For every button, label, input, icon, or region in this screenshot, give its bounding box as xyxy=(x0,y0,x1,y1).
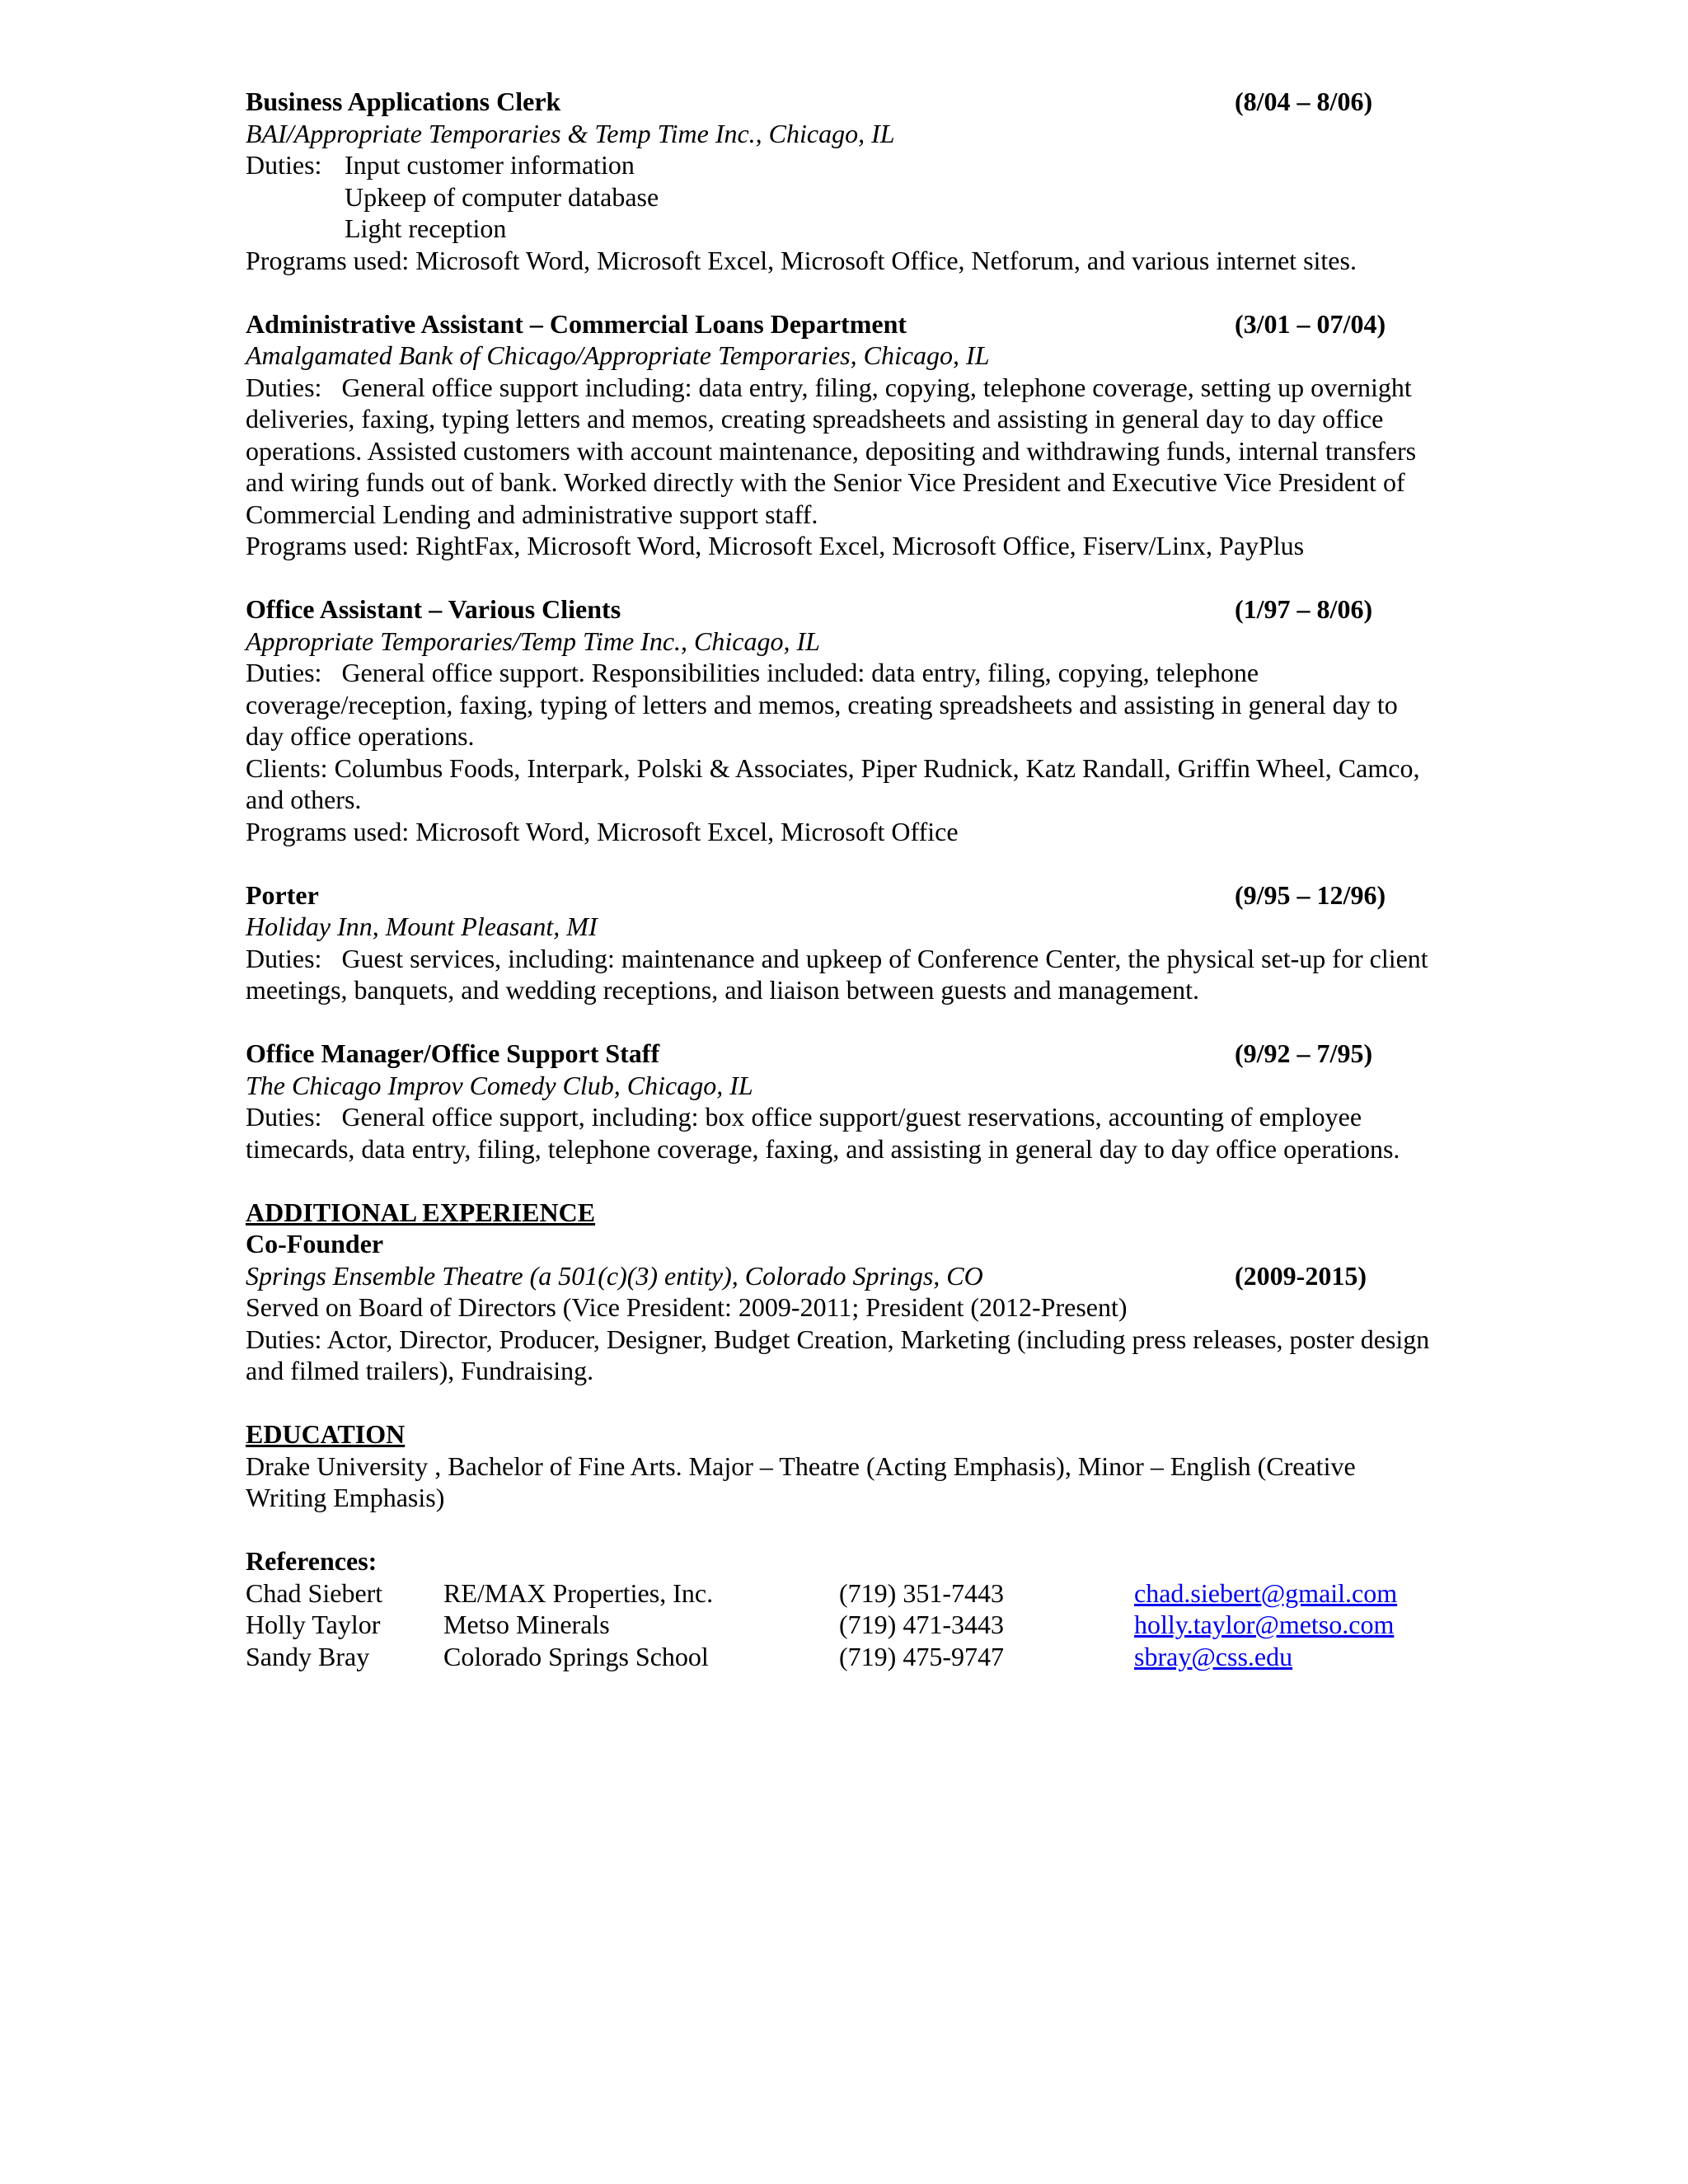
spacer xyxy=(246,1387,1441,1419)
reference-phone: (719) 471-3443 xyxy=(839,1610,1004,1639)
reference-company: RE/MAX Properties, Inc. xyxy=(443,1577,714,1608)
spacer xyxy=(246,562,1441,594)
job-clients: Clients: Columbus Foods, Interpark, Polski & Associates, Piper Rudnick, Katz Randall, Griffin Wheel, Camco, and others. xyxy=(246,752,1420,814)
reference-email-link[interactable]: sbray@css.edu xyxy=(1134,1641,1293,1671)
duties-line xyxy=(246,149,1441,181)
reference-phone: (719) 475-9747 xyxy=(839,1641,1004,1671)
job-programs: Programs used: RightFax, Microsoft Word, Microsoft Excel, Microsoft Office, Fiserv/Linx, PayPlus xyxy=(246,531,1305,560)
job-title: Business Applications Clerk xyxy=(246,87,561,116)
job-employer: BAI/Appropriate Temporaries & Temp Time Inc., Chicago, IL xyxy=(246,118,895,148)
references-heading: References: xyxy=(246,1546,377,1576)
job-header xyxy=(246,879,1441,912)
job-employer: Amalgamated Bank of Chicago/Appropriate Temporaries, Chicago, IL xyxy=(246,340,990,370)
job-title: Office Manager/Office Support Staff xyxy=(246,1038,660,1068)
job-entry xyxy=(246,308,1441,562)
spacer xyxy=(246,1514,1441,1546)
job-title: Administrative Assistant – Commercial Loans Department xyxy=(246,308,907,339)
duties-label: Duties: xyxy=(246,150,322,180)
reference-name: Chad Siebert xyxy=(246,1577,383,1608)
reference-name: Holly Taylor xyxy=(246,1610,381,1639)
job-employer: Holiday Inn, Mount Pleasant, MI xyxy=(246,912,598,941)
job-entry xyxy=(246,879,1441,1006)
spacer xyxy=(246,1006,1441,1038)
role-title: Co-Founder xyxy=(246,1229,384,1258)
education-section xyxy=(246,1418,1441,1514)
spacer xyxy=(246,1165,1441,1197)
job-header xyxy=(246,593,1441,626)
job-title: Office Assistant – Various Clients xyxy=(246,594,621,624)
reference-company: Colorado Springs School xyxy=(443,1641,709,1671)
job-entry xyxy=(246,1038,1441,1165)
job-employer: The Chicago Improv Comedy Club, Chicago, IL xyxy=(246,1070,753,1100)
education-text: Drake University , Bachelor of Fine Arts. Major – Theatre (Acting Emphasis), Minor – English (Creative Writing Emphasis) xyxy=(246,1451,1356,1512)
job-duties: Duties: General office support. Responsibilities included: data entry, filing, copying, telephone coverage/reception, faxing, typing of letters and memos, creating spreadsheets and assisting in general day to day office operations. xyxy=(246,658,1404,751)
additional-duties: Duties: Actor, Director, Producer, Designer, Budget Creation, Marketing (including press releases, poster design and filmed trailers), Fundraising. xyxy=(246,1324,1430,1385)
job-dates: (1/97 – 8/06) xyxy=(1235,594,1373,624)
job-dates: (9/95 – 12/96) xyxy=(1235,879,1386,910)
job-dates: (9/92 – 7/95) xyxy=(1235,1038,1373,1068)
reference-email-link[interactable]: chad.siebert@gmail.com xyxy=(1134,1577,1398,1608)
reference-email-link[interactable]: holly.taylor@metso.com xyxy=(1134,1610,1395,1639)
org-line xyxy=(246,1260,1441,1292)
org-dates: (2009-2015) xyxy=(1235,1260,1367,1291)
board-service: Served on Board of Directors (Vice President: 2009-2011; President (2012-Present) xyxy=(246,1292,1128,1322)
job-entry xyxy=(246,86,1441,276)
job-dates: (3/01 – 07/04) xyxy=(1235,308,1386,339)
job-programs: Programs used: Microsoft Word, Microsoft Excel, Microsoft Office xyxy=(246,816,959,846)
reference-name: Sandy Bray xyxy=(246,1641,370,1671)
org-name: Springs Ensemble Theatre (a 501(c)(3) entity), Colorado Springs, CO xyxy=(246,1260,983,1291)
job-header xyxy=(246,86,1441,118)
reference-row xyxy=(246,1641,1441,1673)
spacer xyxy=(246,847,1441,879)
duty-item: Input customer information xyxy=(345,150,635,180)
section-heading: EDUCATION xyxy=(246,1419,406,1449)
job-programs: Programs used: Microsoft Word, Microsoft Excel, Microsoft Office, Netforum, and various internet sites. xyxy=(246,245,1357,275)
references-section xyxy=(246,1545,1441,1672)
reference-phone: (719) 351-7443 xyxy=(839,1577,1004,1608)
job-employer: Appropriate Temporaries/Temp Time Inc., Chicago, IL xyxy=(246,626,820,656)
job-entry xyxy=(246,593,1441,847)
resume-page xyxy=(246,86,1441,1672)
job-duties: Duties: Guest services, including: maintenance and upkeep of Conference Center, the physical set-up for client meetings, banquets, and wedding receptions, and liaison between guests and management. xyxy=(246,943,1435,1005)
job-dates: (8/04 – 8/06) xyxy=(1235,87,1373,116)
job-header xyxy=(246,1038,1441,1070)
section-heading: ADDITIONAL EXPERIENCE xyxy=(246,1197,596,1227)
job-title: Porter xyxy=(246,879,319,910)
job-duties: Duties: General office support including: data entry, filing, copying, telephone coverage, setting up overnight deliveries, faxing, typing letters and memos, creating spreadsheets and assisting in general day to day office operations. Assisted customers with account maintenance, depositing and withdrawing funds, internal transfers and wiring funds out of bank. Worked directly with the Senior Vice President and Executive Vice President of Commercial Lending and administrative support staff. xyxy=(246,372,1423,529)
spacer xyxy=(246,276,1441,308)
job-duties: Duties: General office support, including: box office support/guest reservations, accounting of employee timecards, data entry, filing, telephone coverage, faxing, and assisting in general day to day office operations. xyxy=(246,1102,1400,1164)
job-header xyxy=(246,308,1441,340)
duty-item: Light reception xyxy=(345,213,507,243)
additional-experience-section xyxy=(246,1197,1441,1387)
reference-row xyxy=(246,1577,1441,1610)
reference-company: Metso Minerals xyxy=(443,1610,610,1639)
duty-item: Upkeep of computer database xyxy=(345,181,659,212)
reference-row xyxy=(246,1609,1441,1641)
